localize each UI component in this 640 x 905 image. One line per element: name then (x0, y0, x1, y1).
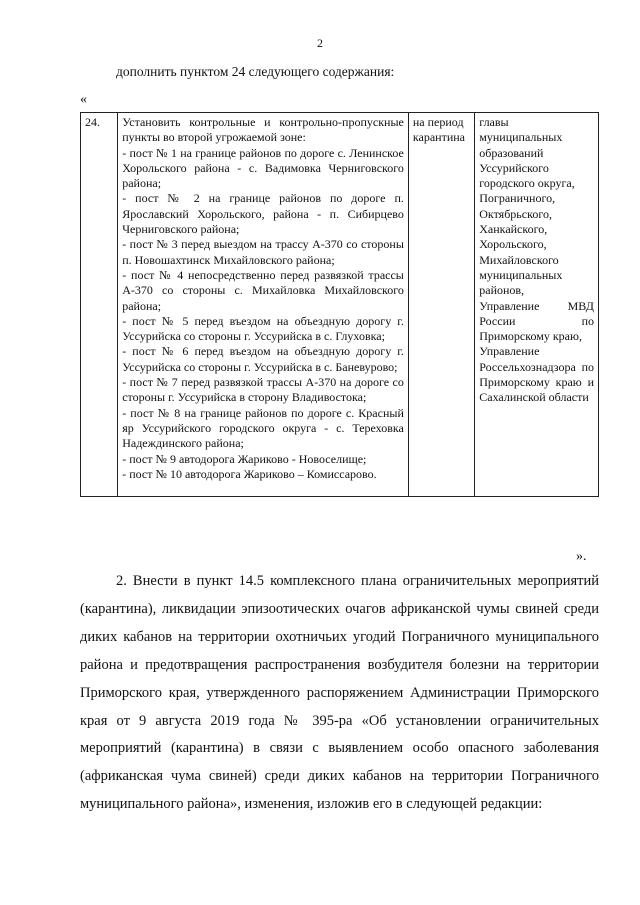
post-3: - пост № 3 перед выездом на трассу А-370 со стороны п. Новошахтинск Михайловского района; (122, 237, 404, 267)
intro-text: дополнить пунктом 24 следующего содержания: (116, 64, 395, 79)
closing-quote: ». (576, 549, 587, 564)
paragraph-2: 2. Внести в пункт 14.5 комплексного плана ограничительных мероприятий (карантина), ликвидации эпизоотических очагов африканской чумы свиней среди диких кабанов на территории охотничьих угодий Пограничного муниципального района и предотвращения распространения возбудителя болезни на территории Приморского края, утвержденного распоряжением Администрации Приморского края от 9 августа 2019 года № 395-ра «Об установлении ограничительных мероприятий (карантина) в связи с выявлением особо опасного заболевания (африканская чума свиней) среди диких кабанов на территории Пограничного муниципального района», изменения, изложив его в следующей редакции: (80, 573, 599, 813)
opening-quote: « (80, 92, 87, 107)
post-9: - пост № 9 автодорога Жариково - Новоселище; (122, 451, 367, 466)
post-10: - пост № 10 автодорога Жариково – Комиссарово. (122, 466, 377, 481)
post-5: - пост № 5 перед въездом на объездную дорогу г. Уссурийска со стороны г. Уссурийска в с. Глуховка; (122, 313, 404, 344)
row-number: 24. (81, 113, 118, 497)
post-6: - пост № 6 перед въездом на объездную дорогу г. Уссурийска со стороны г. Уссурийска в с. Баневурово; (122, 344, 404, 374)
post-7: - пост № 7 перед развязкой трассы А-370 на дороге со стороны г. Уссурийска в сторону Владивостока; (122, 375, 404, 405)
period-cell: на период карантина (408, 113, 474, 497)
post-2: - пост № 2 на границе районов по дороге п. Ярославский Хорольского, района - п. Сибирцево Черниговского района; (122, 191, 404, 237)
post-8: - пост № 8 на границе районов по дороге с. Красный яр Уссурийского городского округа - с. Тереховка Надеждинского района; (122, 405, 404, 451)
action-line: Установить контрольные и контрольно-пропускные пункты во второй угрожаемой зоне: (122, 115, 404, 145)
post-4: - пост № 4 непосредственно перед развязкой трассы А-370 со стороны с. Михайловка Михайловского района; (122, 267, 404, 313)
responsible-cell (475, 113, 599, 497)
responsible-rosselkhoznadzor: Управление Россельхознадзора по Приморскому краю и Сахалинской области (479, 344, 594, 405)
responsible-mvd: Управление МВД России по Приморскому краю, (479, 298, 594, 344)
measures-table (80, 112, 599, 497)
responsible-heads: главы муниципальных образований Уссурийского городского округа, Пограничного, Октябрьского, Ханкайского, Хорольского, Михайловского муниципальных районов, (479, 115, 575, 298)
table-row (81, 113, 599, 497)
action-cell (118, 113, 409, 497)
page-number: 2 (317, 36, 323, 50)
post-1: - пост № 1 на границе районов по дороге с. Ленинское Хорольского района - с. Вадимовка Черниговского района; (122, 145, 404, 191)
